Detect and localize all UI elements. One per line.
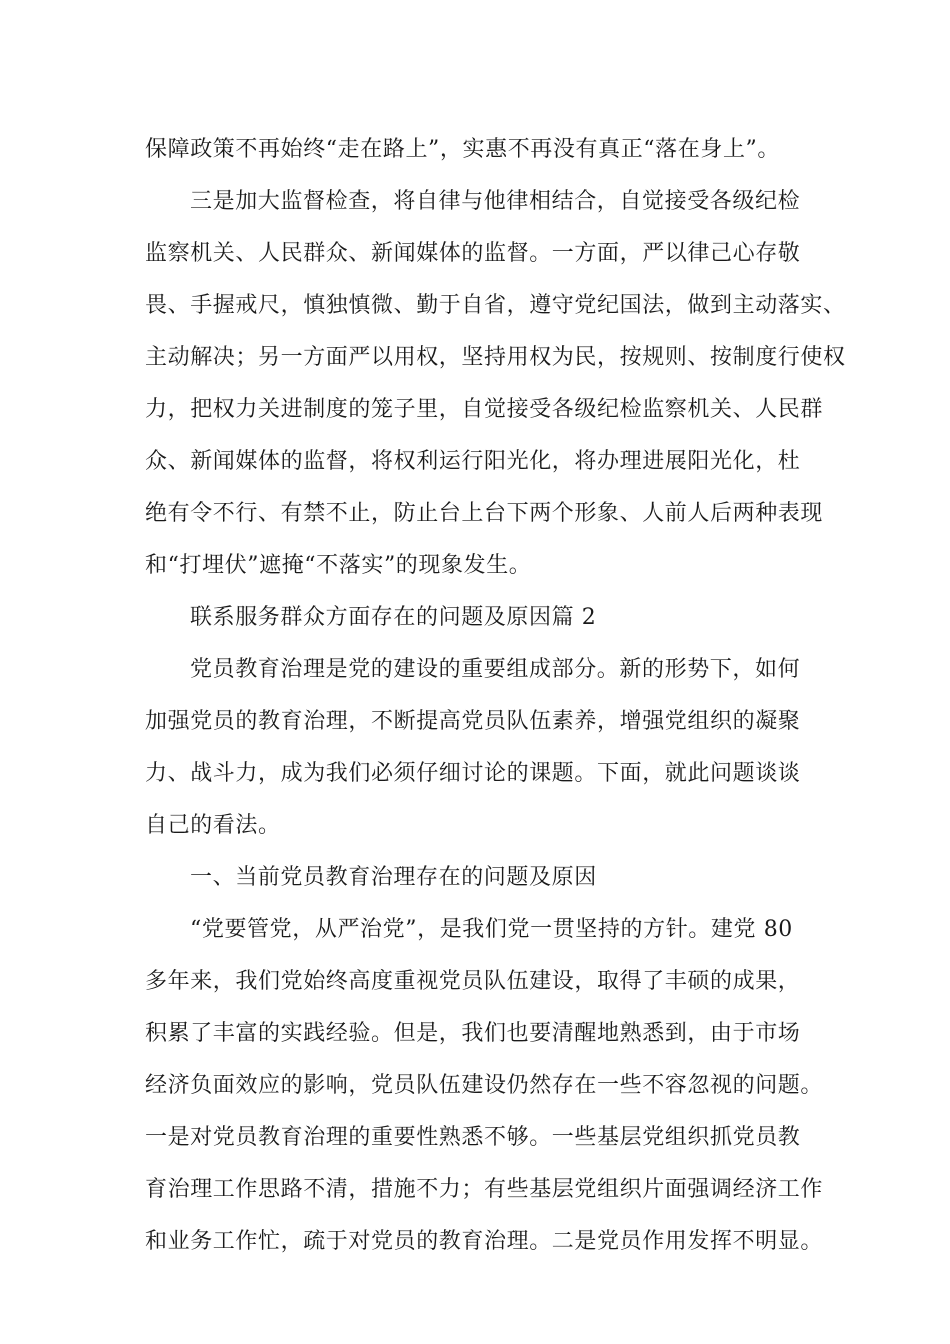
section-heading: 联系服务群众方面存在的问题及原因篇 2 — [190, 605, 597, 630]
text-line: 力、战斗力，成为我们必须仔细讨论的课题。下面，就此问题谈谈 — [145, 761, 801, 786]
text-line: 育治理工作思路不清，措施不力；有些基层党组织片面强调经济工作 — [145, 1177, 824, 1202]
section-heading: 一、当前党员教育治理存在的问题及原因 — [190, 865, 597, 890]
text-line: 主动解决；另一方面严以用权，坚持用权为民，按规则、按制度行使权 — [145, 345, 846, 370]
text-line: 众、新闻媒体的监督，将权利运行阳光化，将办理进展阳光化，杜 — [145, 449, 801, 474]
text-line: 监察机关、人民群众、新闻媒体的监督。一方面，严以律己心存敬 — [145, 241, 801, 266]
text-line: 力，把权力关进制度的笼子里，自觉接受各级纪检监察机关、人民群 — [145, 397, 824, 422]
text-line: 保障政策不再始终“走在路上”，实惠不再没有真正“落在身上”。 — [145, 137, 780, 162]
text-line: 积累了丰富的实践经验。但是，我们也要清醒地熟悉到，由于市场 — [145, 1021, 801, 1046]
text-line: 经济负面效应的影响，党员队伍建设仍然存在一些不容忽视的问题。 — [145, 1073, 824, 1098]
text-line: 三是加大监督检查，将自律与他律相结合，自觉接受各级纪检 — [190, 189, 801, 214]
text-line: 党员教育治理是党的建设的重要组成部分。新的形势下，如何 — [190, 657, 801, 682]
text-line: 自己的看法。 — [145, 813, 281, 838]
text-line: 和“打埋伏”遮掩“不落实”的现象发生。 — [145, 553, 532, 578]
text-line: 加强党员的教育治理，不断提高党员队伍素养，增强党组织的凝聚 — [145, 709, 801, 734]
text-line: 一是对党员教育治理的重要性熟悉不够。一些基层党组织抓党员教 — [145, 1125, 801, 1150]
text-line: 畏、手握戒尺，慎独慎微、勤于自省，遵守党纪国法，做到主动落实、 — [145, 293, 846, 318]
text-line: 多年来，我们党始终高度重视党员队伍建设，取得了丰硕的成果， — [145, 969, 801, 994]
text-line: 绝有令不行、有禁不止，防止台上台下两个形象、人前人后两种表现 — [145, 501, 824, 526]
text-line: “党要管党，从严治党”，是我们党一贯坚持的方针。建党 80 — [190, 917, 793, 942]
text-line: 和业务工作忙，疏于对党员的教育治理。二是党员作用发挥不明显。 — [145, 1229, 824, 1254]
